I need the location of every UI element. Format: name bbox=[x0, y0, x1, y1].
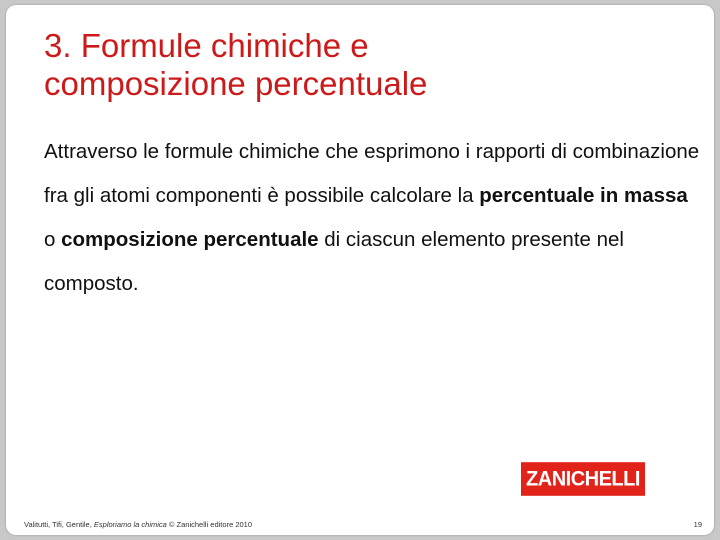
page-number: 19 bbox=[693, 520, 702, 529]
bold-term-mass-percentage: percentuale in massa bbox=[479, 184, 688, 207]
title-line-2: composizione percentuale bbox=[44, 65, 428, 102]
footer-authors: Valitutti, Tifi, Gentile, bbox=[24, 520, 94, 529]
title-line-1: 3. Formule chimiche e bbox=[44, 27, 369, 64]
bold-term-percent-composition: composizione percentuale bbox=[61, 228, 319, 251]
body-text-2: o bbox=[44, 228, 62, 251]
footer-publisher: © Zanichelli editore 2010 bbox=[166, 520, 253, 529]
logo-text: ZANICHELLI bbox=[526, 466, 640, 491]
zanichelli-logo bbox=[521, 462, 645, 496]
body-text-1: Attraverso le formule chimiche che esprimono i rapporti di combinazione fra gli atomi componenti è possibile calcolare la bbox=[44, 140, 700, 207]
body-paragraph bbox=[44, 130, 704, 306]
footer-citation bbox=[24, 520, 252, 529]
body-text-3: di ciascun elemento presente nel composto. bbox=[44, 228, 624, 295]
footer-book-title: Esploriamo la chimica bbox=[93, 520, 167, 529]
slide bbox=[6, 5, 714, 535]
slide-title bbox=[44, 27, 684, 103]
